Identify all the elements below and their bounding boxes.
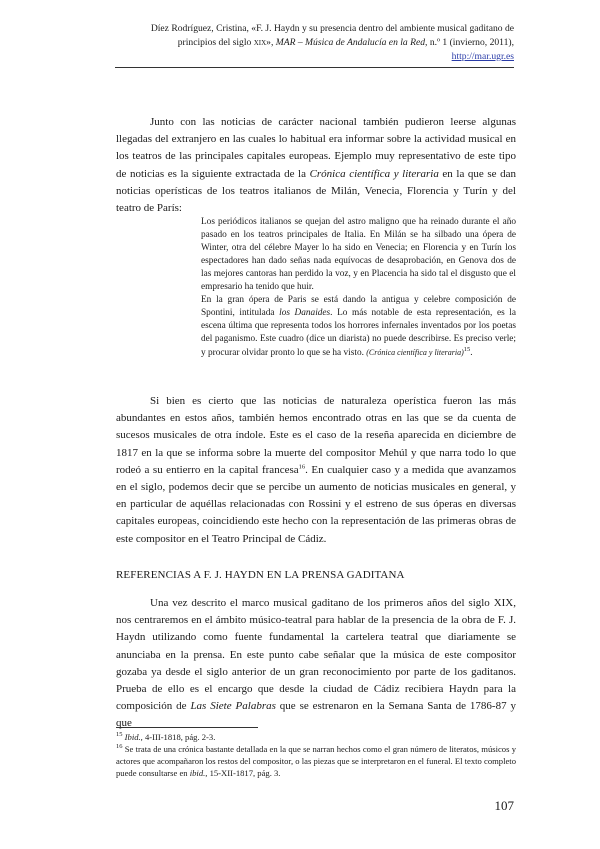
header-rule [115,67,514,68]
paragraph-1: Junto con las noticias de carácter nacional también pudieron leerse algunas llegadas del extranjero en las cuales lo habitual era informar sobre la actividad musical en los teatros de las principales capitales europeas. Ejemplo muy representativo de este tipo de noticias es la siguiente extractada de la Crónica científica y literaria en la que se dan noticias operísticas de los teatros italianos de Milán, Venecia, Florencia y Turín y del teatro de París: [116,116,516,215]
running-header [115,22,514,64]
footnote-rule [116,727,258,728]
journal-title: MAR – Música de Andalucía en la Red [275,37,426,48]
header-citation-line2: principios del siglo xix», MAR – Música de Andalucía en la Red, n.º 1 (invierno, 2011), [177,37,514,48]
quote-paragraph-1: Los periódicos italianos se quejan del astro maligno que ha reinado durante el año pasado en los teatros principales de Italia. En Milán se ha silbado una ópera de Winter, otra del célebre Mayer lo ha sido en Venecia; en Florencia y en Turín los espectadores han dado señas nada equívocas de desaprobación, en Genova dos de las mejores cantoras han perdido la voz, y en Placencia ha sido tal el disgusto que el empresario ha tenido que huir. [201,217,516,292]
footnote-15: $^{15}$ Ibid., 4-III-1818, pág. 2-3. [116,731,216,742]
quote-citation: (Crónica científica y literaria) [366,348,464,357]
journal-url-link[interactable]: http://mar.ugr.es [451,51,514,62]
paragraph-2: Si bien es cierto que las noticias de naturaleza operística fueron las más abundantes en estos años, también hemos encontrado otras en las que se da cuenta de sucesos musicales de otra índole. Este es el caso de la reseña aparecida en diciembre de 1817 en la que se informa sobre la muerte del compositor Mehúl y que narra todo lo que rodeó a su entierro en la capital francesa$^{16}$. En cualquier caso y a medida que avanzamos en el siglo, podemos decir que se percibe un aumento de noticias musicales en general, y en particular de aquéllas relacionadas con Rossini y el estreno de sus óperas en diversas capitales europeas, coincidiendo este hecho con la representación de las primeras obras de este compositor en el Teatro Principal de Cádiz. [116,395,516,545]
quote-paragraph-2: En la gran ópera de Paris se está dando la antigua y celebre composición de Spontini, intitulada los Danaides. Lo más notable de esta representación, es la escena última que representa todos los horrores infernales inventados por los poetas del paganismo. Este cuadro (dice un diarista) no puede describirse. Es preciso verle; y procurar olvidar pronto lo que se ha visto. (Crónica científica y literaria)$^{15}$. [201,295,516,358]
footnote-ref-16[interactable]: 16 [298,463,306,471]
block-quote [201,216,516,360]
header-citation-line1: Díez Rodríguez, Cristina, «F. J. Haydn y su presencia dentro del ambiente musical gaditano de [150,23,514,34]
footnote-16: $^{16}$ Se trata de una crónica bastante detallada en la que se narran hechos como el gran número de literatos, músicos y actores que acompañaron los restos del compositor, o las piezas que se interpretaron en el funeral. El texto completo puede consultarse en ibid., 15-XII-1817, pág. 3. [116,743,516,778]
footnotes [116,731,516,779]
page-number: 107 [494,798,514,813]
section-heading: REFERENCIAS A F. J. HAYDN EN LA PRENSA GADITANA [116,569,405,581]
paragraph-3: Una vez descrito el marco musical gaditano de los primeros años del siglo XIX, nos centraremos en el ámbito músico-teatral para hablar de la presencia de la obra de F. J. Haydn utilizando como fuente fundamental la cartelera teatral que diariamente se anunciaba en la prensa. En este punto cabe señalar que la música de este compositor gozaba ya desde el siglo anterior de un gran reconocimiento por parte de los gaditanos. Prueba de ello es el encargo que desde la ciudad de Cádiz recibiera Haydn para la composición de Las Siete Palabras que se estrenaron en la Semana Santa de 1786-87 y que [116,597,517,730]
footnote-ref-15[interactable]: 15 [463,345,471,353]
